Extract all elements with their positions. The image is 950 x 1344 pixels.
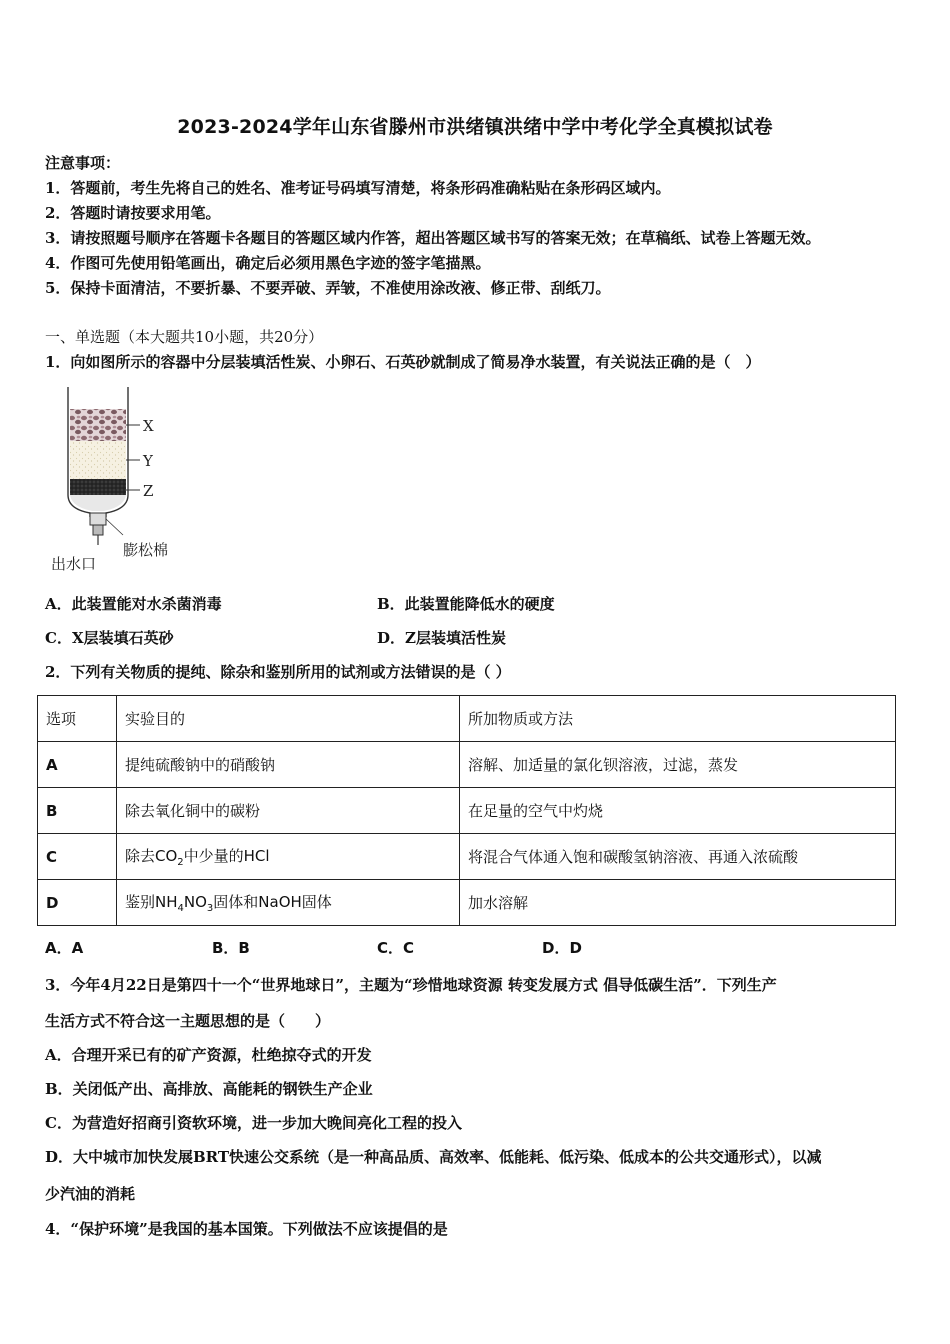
purpose-part: 中少量的HCl [183, 847, 270, 865]
row-purpose [117, 834, 460, 880]
question-1-stem: 1．向如图所示的容器中分层装填活性炭、小卵石、石英砂就制成了简易净水装置，有关说法正确的是（ ） [45, 353, 761, 371]
table-row [38, 742, 896, 788]
purpose-part: 鉴别NH [125, 893, 178, 911]
q3-option-b: B．关闭低产出、高排放、高能耗的钢铁生产企业 [45, 1080, 373, 1098]
row-option: C [38, 834, 117, 880]
q1-option-c: C．X层装填石英砂 [45, 629, 174, 647]
label-y: Y [143, 452, 153, 470]
q3-option-d-line2: 少汽油的消耗 [45, 1185, 136, 1203]
row-method: 在足量的空气中灼烧 [460, 788, 896, 834]
section-heading: 一、单选题（本大题共10小题，共20分） [45, 328, 324, 346]
row-option: B [38, 788, 117, 834]
notice-item: 4．作图可先使用铅笔画出，确定后必须用黑色字迹的签字笔描黑。 [45, 254, 491, 272]
q1-option-a: A．此装置能对水杀菌消毒 [45, 595, 222, 613]
q3-option-a: A．合理开采已有的矿产资源，杜绝掠夺式的开发 [45, 1046, 372, 1064]
header-purpose: 实验目的 [117, 696, 460, 742]
purpose-part: 固体和NaOH固体 [213, 893, 332, 911]
question-4-stem: 4．“保护环境”是我国的基本国策。下列做法不应该提倡的是 [45, 1220, 448, 1238]
q3-option-c: C．为营造好招商引资软环境，进一步加大晚间亮化工程的投入 [45, 1114, 462, 1132]
question-3-stem-line2: 生活方式不符合这一主题思想的是（ ） [45, 1012, 331, 1030]
label-cotton: 膨松棉 [123, 541, 169, 559]
row-purpose: 提纯硫酸钠中的硝酸钠 [117, 742, 460, 788]
label-outlet: 出水口 [51, 555, 97, 573]
notice-item: 3．请按照题号顺序在答题卡各题目的答题区域内作答，超出答题区域书写的答案无效；在草稿纸、试卷上答题无效。 [45, 229, 821, 247]
row-option: A [38, 742, 117, 788]
row-option: D [38, 880, 117, 926]
subscript: 2 [177, 857, 184, 868]
q2-option-a: A．A [45, 939, 84, 957]
table-row [38, 880, 896, 926]
q1-option-d: D．Z层装填活性炭 [377, 629, 506, 647]
pebble-layer [70, 409, 126, 441]
purpose-part: NO [183, 893, 207, 911]
table-row [38, 788, 896, 834]
page-title: 2023-2024学年山东省滕州市洪绪镇洪绪中学中考化学全真模拟试卷 [177, 116, 773, 138]
q2-table [37, 695, 896, 926]
question-2-stem: 2．下列有关物质的提纯、除杂和鉴别所用的试剂或方法错误的是（ ） [45, 663, 511, 681]
notice-item: 1．答题前，考生先将自己的姓名、准考证号码填写清楚，将条形码准确粘贴在条形码区域内。 [45, 179, 671, 197]
purpose-part: 除去CO [125, 847, 178, 865]
q2-option-d: D．D [542, 939, 582, 957]
notice-item: 2．答题时请按要求用笔。 [45, 204, 221, 222]
q2-option-c: C．C [377, 939, 415, 957]
header-method: 所加物质或方法 [460, 696, 896, 742]
water-filter-figure [45, 385, 175, 575]
q2-option-b: B．B [212, 939, 250, 957]
label-z: Z [143, 482, 154, 500]
sand-layer [70, 441, 126, 479]
subscript: 4 [177, 903, 184, 914]
row-purpose: 除去氧化铜中的碳粉 [117, 788, 460, 834]
notice-item: 5．保持卡面清洁，不要折暴、不要弄破、弄皱，不准使用涂改液、修正带、刮纸刀。 [45, 279, 611, 297]
table-row [38, 834, 896, 880]
row-method: 加水溶解 [460, 880, 896, 926]
row-purpose [117, 880, 460, 926]
row-method: 溶解、加适量的氯化钡溶液，过滤，蒸发 [460, 742, 896, 788]
question-3-stem-line1: 3．今年4月22日是第四十一个“世界地球日”，主题为“珍惜地球资源 转变发展方式 倡导低碳生活”．下列生产 [45, 976, 777, 994]
q3-option-d-line1: D．大中城市加快发展BRT快速公交系统（是一种高品质、高效率、低能耗、低污染、低成本的公共交通形式），以减 [45, 1148, 822, 1166]
label-x: X [143, 417, 154, 435]
row-method: 将混合气体通入饱和碳酸氢钠溶液、再通入浓硫酸 [460, 834, 896, 880]
carbon-layer [70, 479, 126, 495]
header-option: 选项 [38, 696, 117, 742]
q1-option-b: B．此装置能降低水的硬度 [377, 595, 555, 613]
notice-heading: 注意事项： [45, 154, 121, 172]
subscript: 3 [206, 903, 214, 914]
table-header-row [38, 696, 896, 742]
